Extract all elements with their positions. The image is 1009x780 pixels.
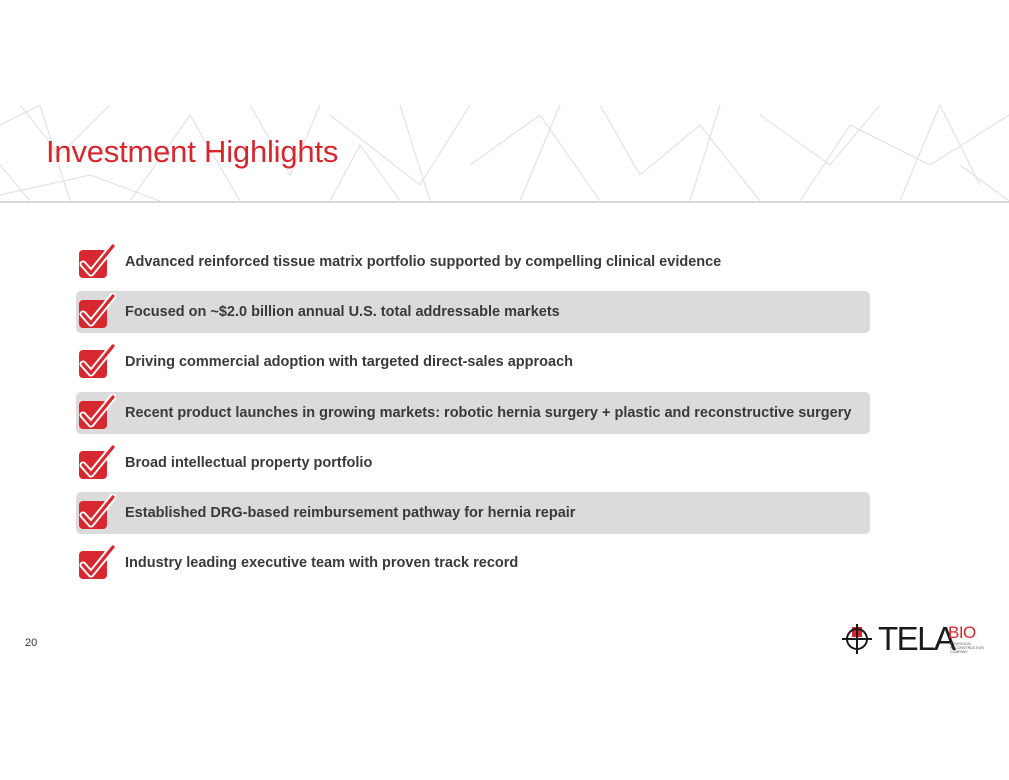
highlight-text: Recent product launches in growing markets: robotic hernia surgery + plastic and reconstructive surgery [125, 404, 852, 421]
logo-tagline: A SURGICAL RECONSTRUCTION COMPANY [950, 642, 984, 654]
highlight-row [76, 442, 870, 484]
highlight-row [76, 291, 870, 333]
checkmark-icon [76, 444, 116, 482]
highlight-text: Advanced reinforced tissue matrix portfolio supported by compelling clinical evidence [125, 254, 722, 270]
highlight-row [76, 341, 870, 383]
crosshair-logo-icon [842, 624, 872, 654]
highlight-row [76, 241, 870, 283]
checkmark-icon [76, 544, 116, 582]
highlight-text: Driving commercial adoption with targeted direct-sales approach [125, 354, 573, 371]
highlight-text: Established DRG-based reimbursement pathway for hernia repair [125, 504, 576, 521]
checkmark-icon [76, 293, 116, 331]
company-logo [842, 618, 987, 662]
checkmark-icon [76, 394, 116, 432]
checkmark-icon [76, 494, 116, 532]
highlight-text: Focused on ~$2.0 billion annual U.S. total addressable markets [125, 304, 560, 321]
highlight-row [76, 542, 870, 584]
page-title: Investment Highlights [46, 134, 339, 169]
logo-wordmark: TELA [878, 620, 955, 657]
logo-suffix: BIO [948, 623, 976, 642]
highlight-text: Broad intellectual property portfolio [125, 454, 373, 471]
page-number: 20 [25, 637, 38, 649]
highlight-text: Industry leading executive team with proven track record [125, 555, 519, 572]
highlight-row [76, 492, 870, 534]
highlight-row [76, 392, 870, 434]
checkmark-icon [76, 243, 116, 281]
highlights-list [76, 241, 870, 592]
checkmark-icon [76, 343, 116, 381]
